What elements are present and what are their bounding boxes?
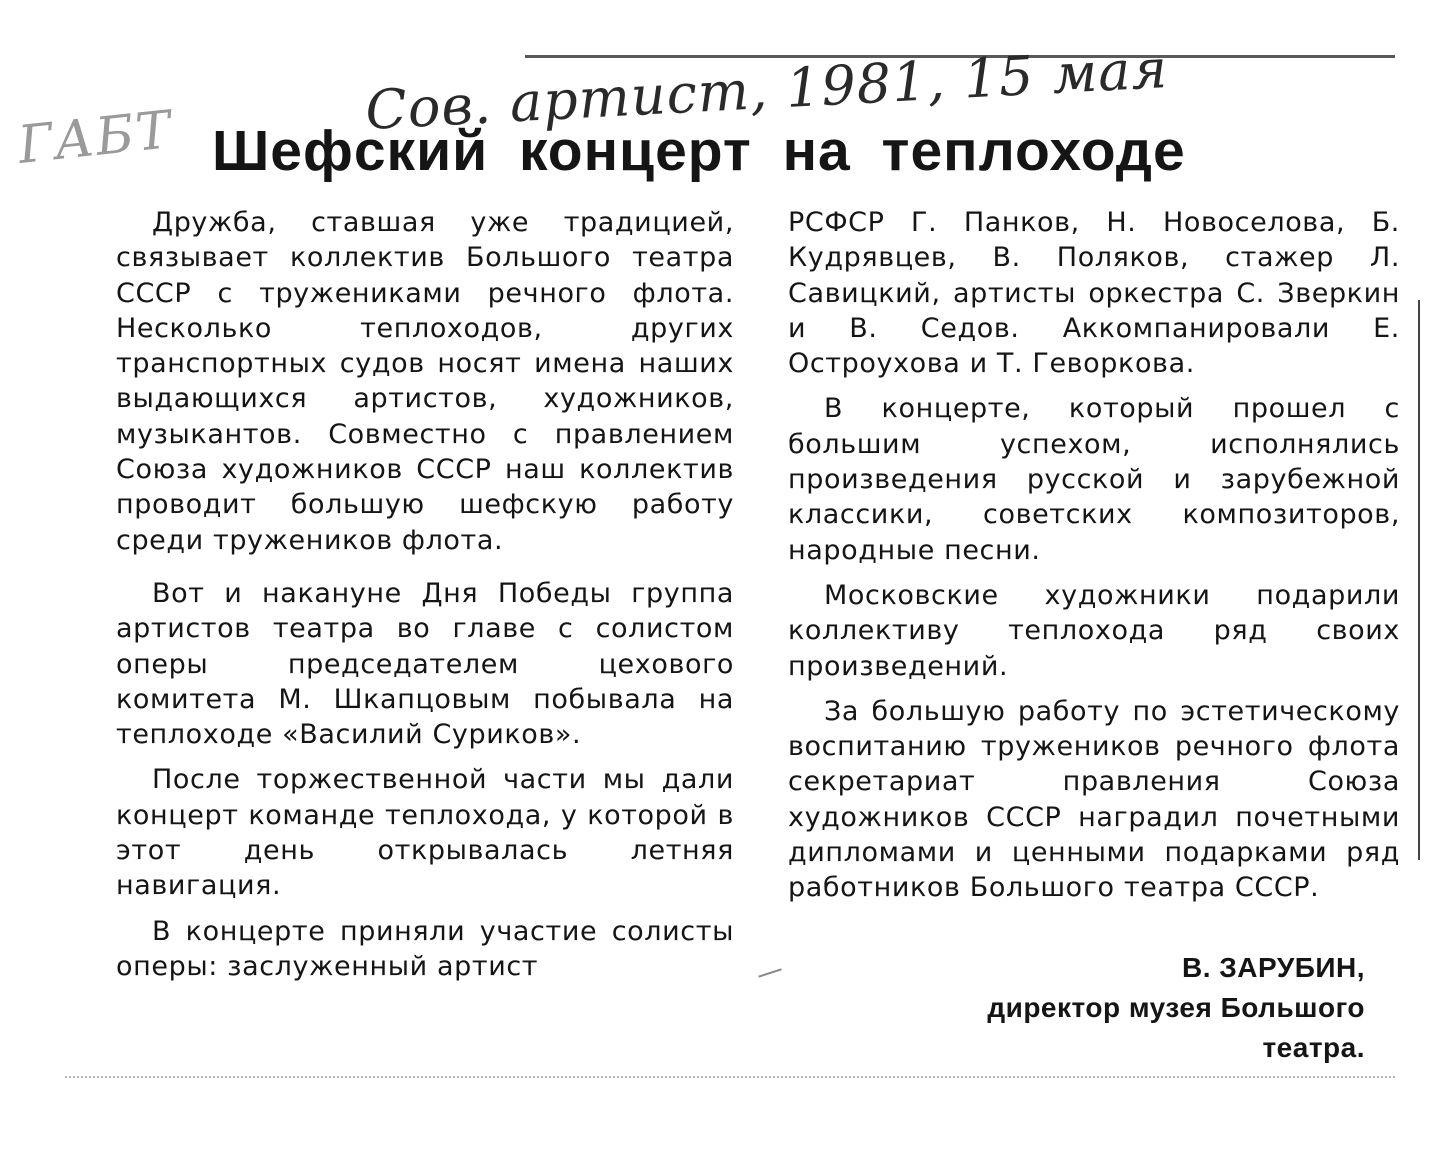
paragraph-friendship: Дружба, ставшая уже традицией, связывает коллектив Большого театра СССР с тружениками речного флота. Несколько теплоходов, других транспортных судов носят имена наших выдающихся артистов, художников, музыкантов. Совместно с правлением Союза художников СССР наш коллектив проводит большую шефскую работу среди тружеников флота.	[116, 207, 734, 556]
article-left-column	[116, 205, 734, 984]
paragraph-awards: За большую работу по эстетическому воспитанию тружеников речного флота секретариат правления Союза художников СССР наградил почетными дипломами и ценными подарками ряд работников Большого театра СССР.	[788, 695, 1400, 904]
author-title-line1: директор музея Большого	[987, 992, 1365, 1023]
author-name: В. ЗАРУБИН,	[1181, 952, 1365, 983]
bottom-rule	[65, 1076, 1395, 1078]
paragraph-victory-day: Вот и накануне Дня Победы группа артистов театра во главе с солистом оперы председателем цехового комитета М. Шкапцовым побывала на теплоходе «Василий Суриков».	[116, 577, 734, 751]
paragraph-gifts: Московские художники подарили коллективу теплохода ряд своих произведений.	[788, 579, 1400, 682]
pen-mark	[758, 968, 781, 977]
author-signature	[987, 948, 1365, 1068]
source-handwritten-note: Сов. артист, 1981, 15 мая	[363, 37, 1170, 142]
right-margin-rule	[1418, 300, 1420, 860]
paragraph-participants-continued: РСФСР Г. Панков, Н. Новоселова, Б. Кудрявцев, В. Поляков, стажер Л. Савицкий, артисты оркестра С. Зверкин и В. Седов. Аккомпанировали Е. Остроухова и Т. Геворкова.	[788, 207, 1400, 380]
paragraph-program: В концерте, который прошел с большим успехом, исполнялись произведения русской и зарубежной классики, советских композиторов, народные песни.	[788, 393, 1400, 566]
author-title-line2: театра.	[1262, 1032, 1365, 1063]
article-headline: Шефский концерт на теплоходе	[212, 119, 1186, 183]
paragraph-concert: После торжественной части мы дали концерт команде теплохода, у которой в этот день открывалась летняя навигация.	[116, 764, 734, 902]
archive-handwritten-note: ГАБТ	[15, 100, 176, 176]
article-right-column	[788, 205, 1400, 906]
paragraph-participants: В концерте приняли участие солисты оперы: заслуженный артист	[116, 915, 734, 982]
